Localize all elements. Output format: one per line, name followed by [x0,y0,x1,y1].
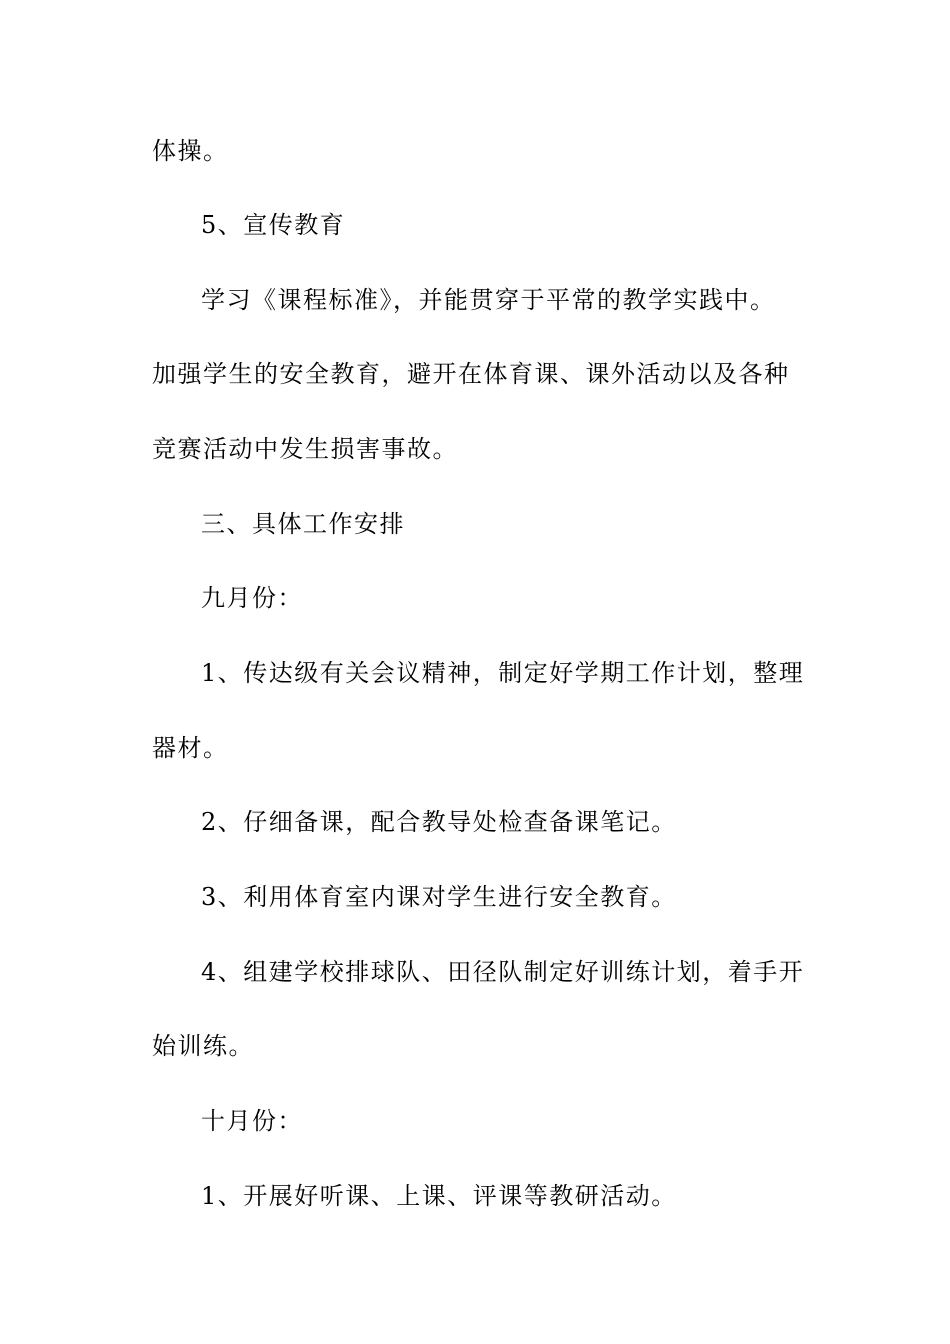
text-line: 学习《课程标准》，并能贯穿于平常的教学实践中。 [201,286,776,314]
list-item: 4、组建学校排球队、田径队制定好训练计划，着手开 [201,958,805,986]
list-item: 2、仔细备课，配合教导处检查备课笔记。 [201,808,677,836]
section-heading: 三、具体工作安排 [201,510,405,538]
text-line: 加强学生的安全教育，避开在体育课、课外活动以及各种 [152,360,790,388]
month-heading: 九月份： [201,584,303,612]
text-line: 体操。 [152,137,229,165]
text-line: 器材。 [152,734,229,762]
section-heading: 5、宣传教育 [201,211,346,239]
text-line: 始训练。 [152,1032,254,1060]
text-line: 竞赛活动中发生损害事故。 [152,435,458,463]
month-heading: 十月份： [201,1107,303,1135]
list-item: 1、开展好听课、上课、评课等教研活动。 [201,1182,677,1210]
list-item: 1、传达级有关会议精神，制定好学期工作计划，整理 [201,659,805,687]
list-item: 3、利用体育室内课对学生进行安全教育。 [201,883,677,911]
